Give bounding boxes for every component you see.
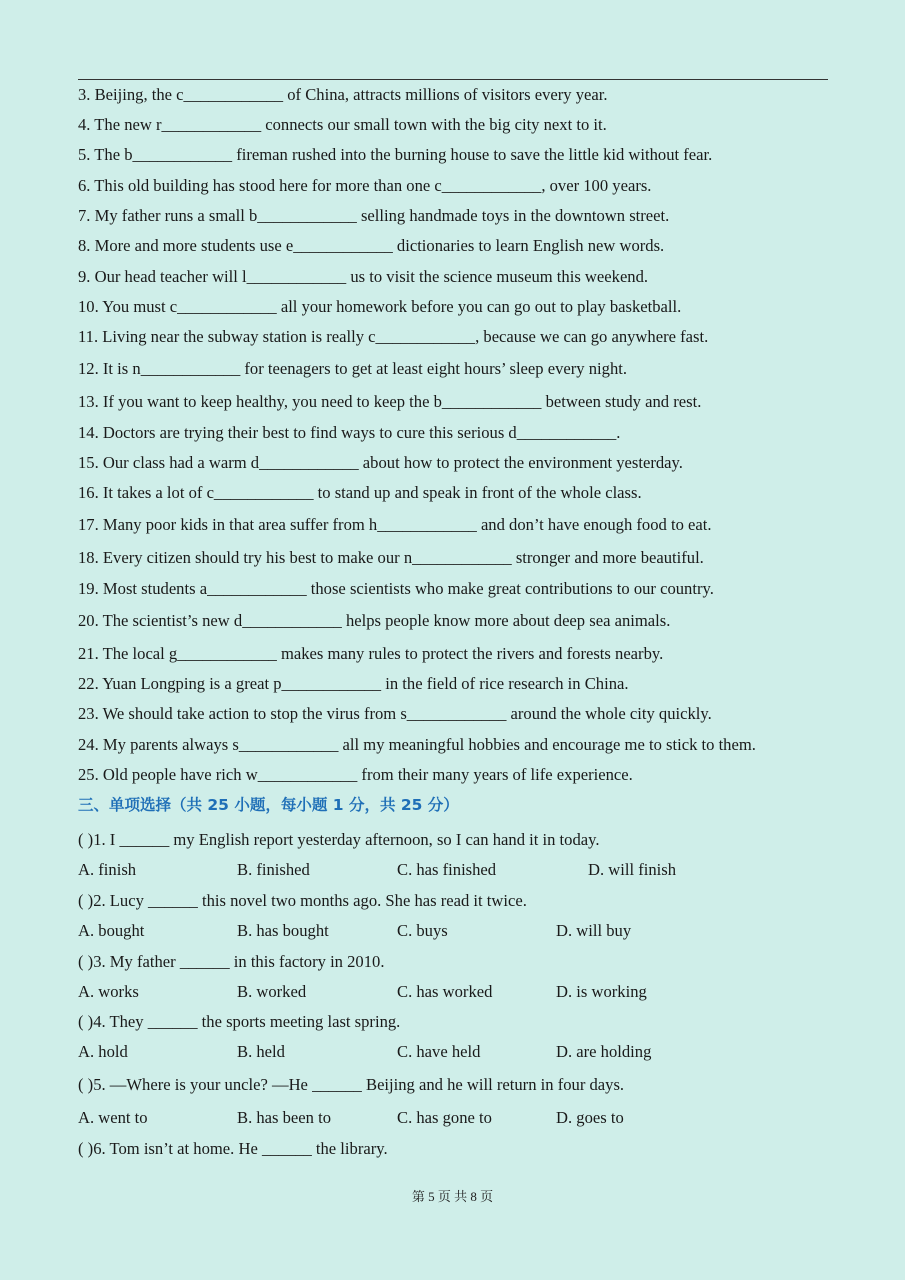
fill-in-item-18: 18. Every citizen should try his best to make our n____________ stronger and more beautiful. xyxy=(78,548,704,567)
fill-in-item-7: 7. My father runs a small b____________ selling handmade toys in the downtown street. xyxy=(78,206,670,225)
mcq-2-option-c: C. buys xyxy=(397,921,448,940)
mcq-5-option-d: D. goes to xyxy=(556,1108,624,1127)
mcq-5-option-c: C. has gone to xyxy=(397,1108,492,1127)
mcq-1-option-b: B. finished xyxy=(237,860,310,879)
fill-in-item-25: 25. Old people have rich w____________ from their many years of life experience. xyxy=(78,765,633,784)
mcq-4-option-b: B. held xyxy=(237,1042,285,1061)
fill-in-item-14: 14. Doctors are trying their best to find ways to cure this serious d____________. xyxy=(78,423,621,442)
mcq-4-option-a: A. hold xyxy=(78,1042,128,1061)
fill-in-item-6: 6. This old building has stood here for more than one c____________, over 100 years. xyxy=(78,176,652,195)
fill-in-item-22: 22. Yuan Longping is a great p____________ in the field of rice research in China. xyxy=(78,674,629,693)
fill-in-item-24: 24. My parents always s____________ all my meaningful hobbies and encourage me to stick to them. xyxy=(78,735,756,754)
mcq-2-option-a: A. bought xyxy=(78,921,145,940)
fill-in-item-4: 4. The new r____________ connects our small town with the big city next to it. xyxy=(78,115,607,134)
fill-in-item-10: 10. You must c____________ all your homework before you can go out to play basketball. xyxy=(78,297,682,316)
fill-in-item-5: 5. The b____________ fireman rushed into the burning house to save the little kid without fear. xyxy=(78,145,713,164)
fill-in-item-12: 12. It is n____________ for teenagers to get at least eight hours’ sleep every night. xyxy=(78,359,627,378)
mcq-stem-2: ( )2. Lucy ______ this novel two months ago. She has read it twice. xyxy=(78,891,527,910)
mcq-5-option-b: B. has been to xyxy=(237,1108,332,1127)
mcq-stem-6: ( )6. Tom isn’t at home. He ______ the library. xyxy=(78,1139,388,1158)
section-header: 三、单项选择（共 25 小题，每小题 1 分，共 25 分） xyxy=(78,796,459,814)
mcq-2-option-d: D. will buy xyxy=(556,921,632,940)
mcq-1-option-d: D. will finish xyxy=(588,860,677,879)
fill-in-item-17: 17. Many poor kids in that area suffer from h____________ and don’t have enough food to eat. xyxy=(78,515,712,534)
fill-in-item-16: 16. It takes a lot of c____________ to stand up and speak in front of the whole class. xyxy=(78,483,642,502)
mcq-4-option-c: C. have held xyxy=(397,1042,481,1061)
mcq-4-option-d: D. are holding xyxy=(556,1042,652,1061)
fill-in-item-23: 23. We should take action to stop the virus from s____________ around the whole city quickly. xyxy=(78,704,712,723)
fill-in-item-9: 9. Our head teacher will l____________ us to visit the science museum this weekend. xyxy=(78,267,649,286)
mcq-3-option-c: C. has worked xyxy=(397,982,493,1001)
fill-in-item-13: 13. If you want to keep healthy, you need to keep the b____________ between study and rest. xyxy=(78,392,702,411)
mcq-3-option-a: A. works xyxy=(78,982,139,1001)
mcq-stem-3: ( )3. My father ______ in this factory in 2010. xyxy=(78,952,385,971)
mcq-2-option-b: B. has bought xyxy=(237,921,329,940)
mcq-stem-5: ( )5. —Where is your uncle? —He ______ Beijing and he will return in four days. xyxy=(78,1075,625,1094)
mcq-5-option-a: A. went to xyxy=(78,1108,148,1127)
mcq-1-option-a: A. finish xyxy=(78,860,137,879)
fill-in-item-11: 11. Living near the subway station is really c____________, because we can go anywhere fast. xyxy=(78,327,709,346)
top-divider xyxy=(78,79,828,80)
page-number-footer: 第 5 页 共 8 页 xyxy=(411,1189,494,1204)
fill-in-item-8: 8. More and more students use e____________ dictionaries to learn English new words. xyxy=(78,236,665,255)
mcq-3-option-b: B. worked xyxy=(237,982,307,1001)
fill-in-item-19: 19. Most students a____________ those scientists who make great contributions to our country. xyxy=(78,579,714,598)
fill-in-item-3: 3. Beijing, the c____________ of China, attracts millions of visitors every year. xyxy=(78,85,608,104)
mcq-3-option-d: D. is working xyxy=(556,982,647,1001)
mcq-1-option-c: C. has finished xyxy=(397,860,497,879)
fill-in-item-20: 20. The scientist’s new d____________ helps people know more about deep sea animals. xyxy=(78,611,671,630)
fill-in-item-21: 21. The local g____________ makes many rules to protect the rivers and forests nearby. xyxy=(78,644,664,663)
fill-in-item-15: 15. Our class had a warm d____________ about how to protect the environment yesterday. xyxy=(78,453,683,472)
mcq-stem-4: ( )4. They ______ the sports meeting last spring. xyxy=(78,1012,401,1031)
mcq-stem-1: ( )1. I ______ my English report yesterday afternoon, so I can hand it in today. xyxy=(78,830,600,849)
